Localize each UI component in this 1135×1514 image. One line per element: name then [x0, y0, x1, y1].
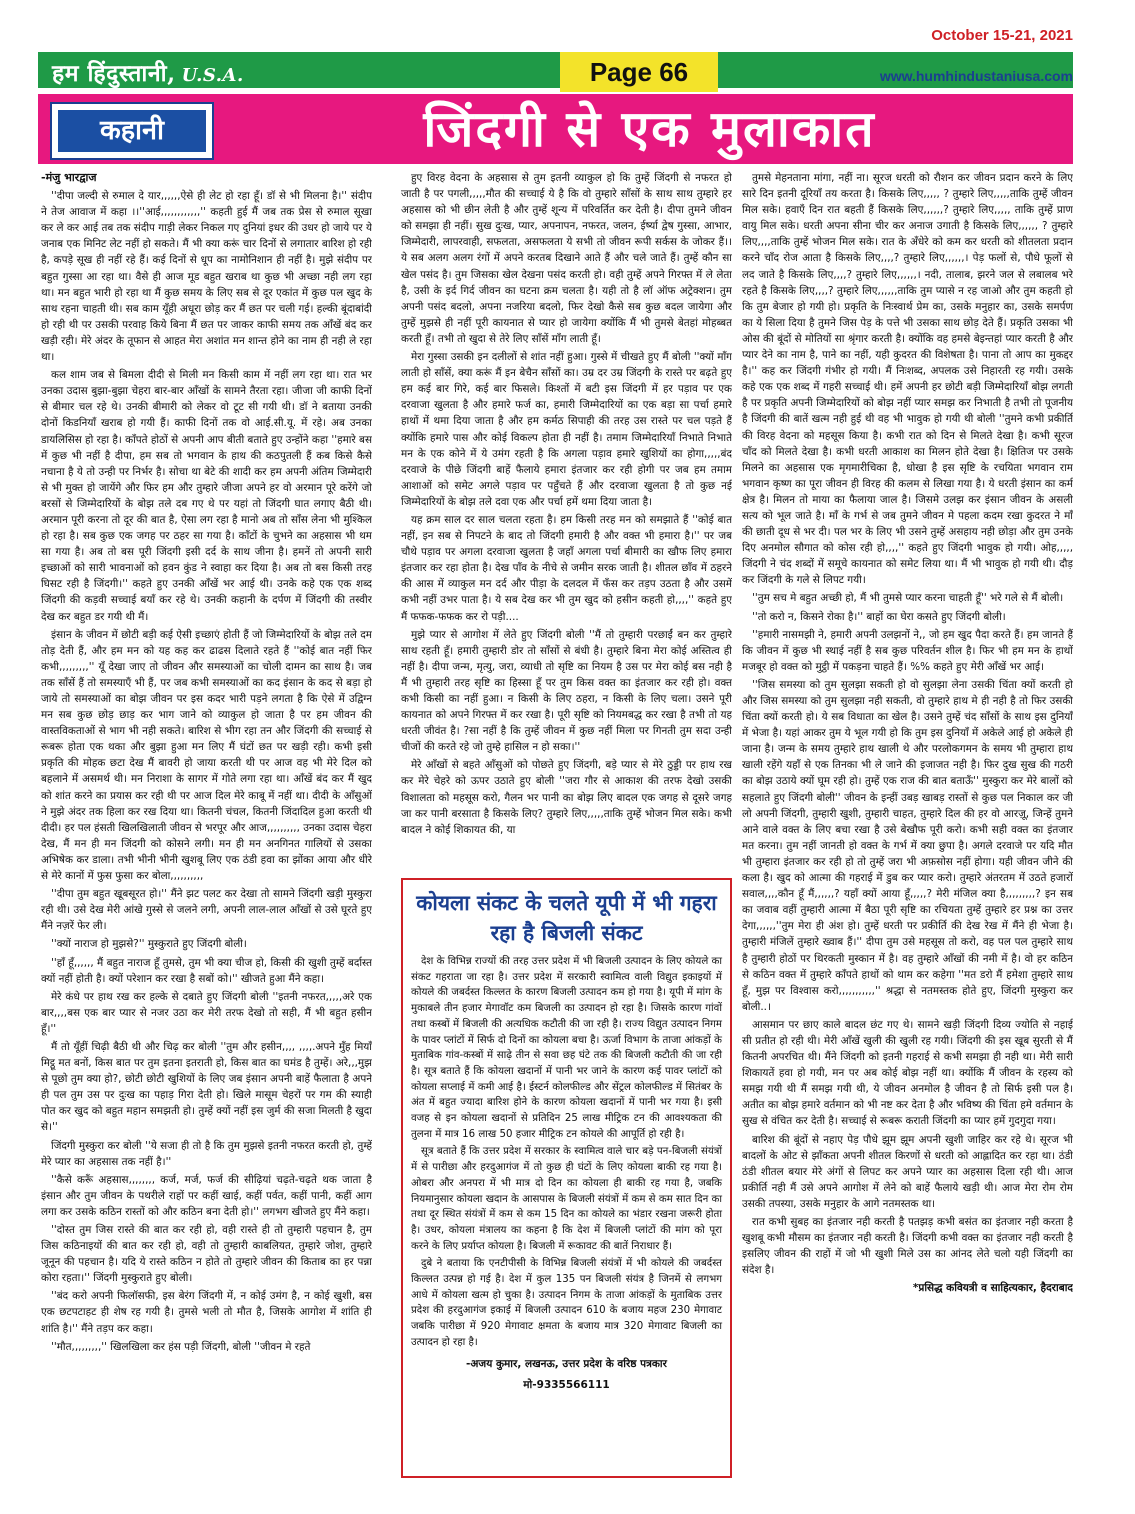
story-paragraph: ''दीपा तुम बहुत खूबसूरत हो।'' मैंने झट पलट कर देखा तो सामने जिंदगी खड़ी मुस्कुरा रही थी। उसे देख मेरी आंखे गुस्से से जलने लगी, अपनी लाल-लाल आँखों से उसे घूरते हुए मैंने नज़रें फेर ली। [41, 888, 372, 933]
story-paragraph: ''दोस्त तुम जिस रास्ते की बात कर रही हो, वही रास्ते ही तो तुम्हारी पहचान है, तुम जिस कठिनाइयों की बात कर रही हो, वही तो तुम्हारी काबलियत, तुम्हारे जोश, तुम्हारे जूनून की पहचान है। यदि ये रास्ते कठिन न होते तो तुम्हारे जीवन की किताब का हर पन्ना कोरा रहता।'' जिंदगी मुस्कुराते हुए बोली। [41, 1224, 372, 1285]
news-byline: -अजय कुमार, लखनऊ, उत्तर प्रदेश के वरिष्ठ पत्रकार [466, 1357, 667, 1370]
story-paragraph: ''मौत,,,,,,,,,'' खिलखिला कर हंस पड़ी जिंदगी, बोली ''जीवन मे रहते [51, 1340, 311, 1353]
news-headline: कोयला संकट के चलते यूपी में भी गहरा रहा है बिजली संकट [416, 891, 717, 945]
story-paragraph: ''तो करो न, किसने रोका है।'' बाहों का घेरा कसते हुए जिंदगी बोली। [752, 610, 1006, 623]
news-paragraph: दुबे ने बताया कि एनटीपीसी के विभिन्न बिजली संयंत्रों में भी कोयले की जबर्दस्त किल्लत उत्पन्न हो गई है। देश में कुल 135 पन बिजली संयंत्र है जिनमें से लगभग आधे में कोयला खत्म हो चुका है। उत्पादन निगम के ताजा आंकड़ों के मुताबिक उत्तर प्रदेश की हरदुआगंज इकाई में बिजली उत्पादन 610 के बजाय महज 230 मेगावाट जबकि पारीछा में 920 मेगावाट क्षमता के बजाय मात्र 320 मेगावाट बिजली का उत्पादन हो रहा है। [411, 1258, 722, 1348]
website-url[interactable]: www.humhindustaniusa.com [879, 68, 1073, 84]
story-paragraph: ''तुम सच मे बहुत अच्छी हो, मैं भी तुमसे प्यार करना चाहती हूँ'' भरे गले से मैं बोली। [752, 592, 1064, 605]
story-column-2 [401, 170, 732, 870]
story-paragraph: बारिश की बूंदों से नहाए पेड़ पौधे झूम झूम अपनी खुशी जाहिर कर रहे थे। सूरज भी बादलों के ओट से झाँकता अपनी शीतल किरणों से धरती को आह्लादित कर रहा था। ठंडी ठंडी शीतल बयार मेरे अंगों से लिपट कर अपने प्यार का अहसास दिला रही थी। आज प्रकीर्ति नही मैं उसे अपने आगोश में लेने को बाहें फैलाये खड़ी थी। आज मेरा रोम रोम उसकी तपस्या, उसके मनुहार के आगे नतमस्तक था। [742, 1133, 1073, 1210]
story-paragraph: मेरे आँखों से बहते आँसुओं को पोछते हुए जिंदगी, बड़े प्यार से मेरे ठुड्डी पर हाथ रख कर मेरे चेहरे को ऊपर उठाते हुए बोली ''जरा गौर से आकाश की तरफ देखो उसकी विशालता को महसूस करो, गैलन भर पानी का बोझ लिए बादल एक जगह से दूसरे जगह जा कर पानी बरसाता है किसके लिए? तुम्हारे लिए,,,,,ताकि तुम्हें भोजन मिल सके। कभी बादल ने कोई शिकायत की, या [401, 759, 732, 836]
story-paragraph: ''हाँ हूँ,,,,,, मैं बहुत नाराज हूँ तुमसे, तुम भी क्या चीज हो, किसी की खुशी तुम्हें बर्दास्त क्यों नहीं होती है। क्यों परेशान कर रखा है सबों को।'' खीजते हुआ मैंने कहा। [41, 956, 372, 985]
story-paragraph: मेरा गुस्सा उसकी इन दलीलों से शांत नहीं हुआ। गुस्से में चीखते हुए मैं बोली ''क्यों माँग लाती हो साँसें, क्या करूं मैं इन बेचैन साँसों का। उम्र दर उम्र जिंदगी के रास्ते पर बढ़ते हुए हम कई बार गिरे, कई बार फिसले। किश्तों में बटी इस जिंदगी में हर पड़ाव पर एक दरवाजा खुलता है और हमारे फर्ज का, हमारी जिम्मेदारियों का एक बड़ा सा पर्चा हमारे हाथों में थमा दिया जाता है और हम कर्मठ सिपाही की तरह उस रास्ते पर चल पड़ते हैं क्योंकि हमारे पास और कोई विकल्प होता ही नहीं है। तमाम जिम्मेदारियाँ निभाते निभाते मन के एक कोने में ये उमंग रहती है कि अगला पड़ाव हमारे खुशियों का होगा,,,,,बंद दरवाजे के पीछे जिंदगी बाहें फैलाये हमारा इंतजार कर रही होगी पर जब हम तमाम आशाओं को समेट अगले पड़ाव पर पहुँचते हैं और दरवाजा खुलता है तो कुछ नई जिम्मेदारियों के बोझ तले दवा एक और पर्चा हमें थमा दिया जाता है। [401, 351, 732, 508]
author-signoff: *प्रसिद्ध कवियत्री व साहित्यकार, हैदराबाद [912, 1282, 1073, 1295]
story-paragraph: तुमसे मेहनताना मांगा, नहीं ना। सूरज धरती को रौशन कर जीवन प्रदान करने के लिए सारे दिन इतनी दूरियाँ तय करता है। किसके लिए,,,,, ? तुम्हारे लिए,,,,,ताकि तुम्हें जीवन मिल सके। हवाएँ दिन रात बहती हैं किसके लिए,,,,,,? तुम्हारे लिए,,,,, ताकि तुम्हें प्राण वायु मिल सके। धरती अपना सीना चीर कर अनाज उगाती है किसके लिए,,,,,, ? तुम्हारे लिए,,,,ताकि तुम्हें भोजन मिल सके। रात के अँधेरे को कम कर धरती को शीतलता प्रदान करने चाँद रोज आता है किसके लिए,,,,? तुम्हारे लिए,,,,,,। पेड़ फलों से, पौधे फूलों से लद जाते है किसके लिए,,,,? तुम्हारे लिए,,,,,,। नदी, तालाब, झरने जल से लबालब भरे रहते है किसके लिए,,,,? तुम्हारे लिए,,,,,,ताकि तुम प्यासे न रह जाओ और तुम कहती हो कि तुम बेजार हो गयी हो। प्रकृति के निःस्वार्थ प्रेम का, उसके मनुहार का, उसके समर्पण का ये सिला दिया है तुमने जिस पेड़ के पत्ते भी उसका साथ छोड़ देते हैं। प्रकृति उसका भी ओस की बूंदों से मोतियों सा श्रृंगार करती है। क्योंकि वह हमसे बेइन्तहां प्यार करती है और प्यार देने का नाम है, पाने का नहीं, यही कुदरत की विशेषता है। पाना तो आप का मुकद्दर है।'' कह कर जिंदगी गंभीर हो गयी। मैं निःशब्द, अपलक उसे निहारती रह गयी। उसके कहे एक एक शब्द में गहरी सच्चाई थी। हमें अपनी हर छोटी बड़ी जिम्मेदारियाँ बोझ लगती है पर प्रकृति अपनी जिम्मेदारियों को बोझ नहीं प्यार समझ कर निभाती है तभी तो पूजनीय है जिंदगी की बातें खत्म नही हुई थी वह भी भावुक हो गयी थी बोली ''तुमने कभी प्रकीर्ति की विरह वेदना को महसूस किया है। कभी रात को दिन से मिलते देखा है। कभी सूरज चाँद को मिलते देखा है। कभी धरती आकाश का मिलन होते देखा है। क्षितिज पर उसके मिलने का अहसास एक मृगमारीचिका है, धोखा है इस सृष्टि के रचयिता भगवान राम भगवान कृष्ण का पूरा जीवन ही विरह की कलम से लिखा गया है। ये धरती इंसान का कर्म क्षेत्र है। मिलन तो माया का फैलाया जाल है। जिसमे उलझ कर इंसान जीवन के असली सत्य को भूल जाते है। माँ के गर्भ से जब तुमने जीवन मे पहला कदम रखा कुदरत ने माँ की छाती दूध से भर दी। पल भर के लिए भी उसने तुम्हें असहाय नही छोड़ा और तुम उनके दिए अनमोल सौगात को कोस रही हो,,,,'' कहते हुए जिंदगी भावुक हो गयी। ओह,,,,, जिंदगी ने चंद शब्दों में समूचे कायनात को समेट लिया था। मैं भी भावुक हो गयी थी। दौड़ कर जिंदगी के गले से लिपट गयी। [742, 172, 1073, 587]
story-paragraph: हुए विरह वेदना के अहसास से तुम इतनी व्याकुल हो कि तुम्हें जिंदगी से नफरत हो जाती है पर पगली,,,,,मौत की सच्चाई ये है कि वो तुम्हारे साँसों के साथ साथ तुम्हारे हर अहसास को भी छीन लेती है और तुम्हें शून्य में परिवर्तित कर देती है। दीपा तुमने जीवन को समझा ही नहीं। सुख दुःख, प्यार, अपनापन, नफरत, जलन, ईर्ष्या द्वेष गुस्सा, आभार, जिम्मेदारी, लापरवाही, सफलता, असफलता ये सभी तो जीवन रूपी सर्कस के जोकर हैं।। ये सब अलग अलग रंगों में अपने करतब दिखाने आते हैं और चले जाते हैं। तुम्हें कौन सा खेल पसंद है। तुम जिसका खेल देखना पसंद करती हो। वही तुम्हें अपने गिरफ्त में ले लेता है, उसी के इर्द गिर्द जीवन का घटना क्रम चलता है। यही तो है लॉ ऑफ अट्रेक्शन। तुम अपनी पसंद बदलो, अपना नजरिया बदलो, फिर देखो कैसे सब कुछ बदल जायेगा और तुम्हें मुझसे ही नहीं पूरी कायनात से प्यार हो जायेगा क्योंकि मैं भी तुमसे बेतहां मोहब्बत करती हूँ। तभी तो खुदा से तेरे लिए साँसें माँग लाती हूँ। [401, 172, 732, 345]
news-paragraph: सूत्र बताते हैं कि उत्तर प्रदेश में सरकार के स्वामित्व वाले चार बड़े पन-बिजली संयंत्रों में से पारीछा और हरदुआगंज में तो कुछ ही घंटों के लिए कोयला बाकी रह गया है। ओबरा और अनपरा में भी मात्र दो दिन का कोयला ही बाकी रह गया है, जबकि नियमानुसार कोयला खदान के आसपास के बिजली संयंत्रों में कम से कम सात दिन का तथा दूर स्थित संयंत्रों में कम से कम 15 दिन का कोयले का भंडार रखना जरूरी होता है। उधर, कोयला मंत्रालय का कहना है कि देश में बिजली प्लांटों की मांग को पूरा करने के लिए प्रर्याप्त कोयला है। बिजली में रूकावट की बातें निराधार हैं। [411, 1146, 722, 1252]
story-author: -मंजु भारद्वाज [41, 171, 97, 184]
section-label: कहानी [58, 110, 206, 152]
story-paragraph: इंसान के जीवन में छोटी बड़ी कई ऐसी इच्छाएं होती हैं जो जिम्मेदारियों के बोझ तले दम तोड़ देती हैं, और हम मन को यह कह कर ढाढस दिलाते रहते हैं ''कोई बात नहीं फिर कभी,,,,,,,,,'' यूँ देखा जाए तो जीवन और समस्याओं का चोली दामन का साथ है। जब तक साँसें हैं तो समस्याएँ भी हैं, पर जब कभी समस्याओं का कद इंसान के कद से बड़ा हो जाये तो समस्याओं का बोझ जीवन पर इस कदर भारी पड़ने लगता है कि ऐसे में उद्विग्न मन सब कुछ छोड़ छाड़ कर भाग जाने को व्याकुल हो जाता है पर हम जीवन की वास्तविकताओं से भाग भी नही सकते। बारिश से भीग रहा तन और जिंदगी की सच्चाई से रूबरू होता एक थका और बुझा हुआ मन लिए मैं घंटों छत पर खड़ी रही। कभी इसी प्रकृति की मोहक छटा देख मैं बावरी हो जाया करती थी पर आज वह भी मेरे दिल को बहलाने में असमर्थ थी। मन निराशा के सागर में गोते लगा रहा था। आँखें बंद कर मैं खुद को शांत करने का प्रयास कर रही थी पर आज दिल मेरे काबू में नहीं था। दीदी के आँसुओं ने मुझे अंदर तक हिला कर रख दिया था। कितनी चंचल, कितनी जिंदादिल हुआ करती थी दीदी। हर पल हंसती खिलखिलाती जीवन से भरपूर और आज,,,,,,,,,, उनका उदास चेहरा देख, मैं मन ही मन जिंदगी को कोसने लगी। मन ही मन अनगिनत गालियों से उसका अभिषेक कर डाला। तभी भीनी भीनी खुशबू लिए एक ठंडी हवा का झोंका आया और धीरे से मेरे कानों में फुस फुसा कर बोला,,,,,,,,,, [41, 628, 372, 883]
news-phone: मो-9335566111 [523, 1379, 610, 1392]
story-paragraph: ''बंद करो अपनी फिलॉसफी, इस बेरंग जिंदगी में, न कोई उमंग है, न कोई खुशी, बस एक छटपटाहट ही शेष रह गयी है। तुमसे भली तो मौत है, जिसके आगोश में शांति ही शांति है।'' मैंने तड़प कर कहा। [41, 1290, 372, 1335]
story-paragraph: जिंदगी मुस्कुरा कर बोली ''ये सजा ही तो है कि तुम मुझसे इतनी नफरत करती हो, तुम्हें मेरे प्यार का अहसास तक नहीं है।'' [41, 1139, 372, 1168]
story-paragraph: ''हमारी नासमझी ने, हमारी अपनी उलझनों ने,, जो हम खुद पैदा करते हैं। हम जानते हैं कि जीवन में कुछ भी स्थाई नहीं है सब कुछ परिवर्तन शील है। फिर भी हम मन के हाथों मजबूर हो वक्त को मुट्ठी में पकड़ना चाहते हैं। %% कहते हुए मेरी आँखें भर आई। [742, 628, 1073, 673]
story-paragraph: मेरे कंधे पर हाथ रख कर हल्के से दबाते हुए जिंदगी बोली ''इतनी नफरत,,,,,अरे एक बार,,,,बस एक बार प्यार से नजर उठा कर मेरी तरफ देखो तो सही, मैं भी बहुत हसीन हूँ।'' [41, 990, 372, 1035]
story-paragraph: ''कैसे करूँ अहसास,,,,,,,, कर्ज, मर्ज, फर्ज की सीढ़ियां चढ़ते-चढ़ते थक जाता है इंसान और तुम जीवन के पथरीले राहों पर कहीं खाई, कहीं पर्वत, कहीं पानी, कहीं आग लगा कर उसके कठिन रास्तों को और कठिन बना देती हो।'' लगभग खीजते हुए मैंने कहा। [41, 1173, 372, 1218]
story-column-3 [742, 170, 1073, 1492]
news-body [403, 954, 730, 1394]
page-number: Page 66 [560, 52, 718, 92]
story-paragraph: मुझे प्यार से आगोश में लेते हुए जिंदगी बोली ''मैं तो तुम्हारी परछाईं बन कर तुम्हारे साथ रहती हूँ। हमारी तुम्हारी डोर तो साँसों से बंधी है। तुम्हारे बिना मेरा कोई अस्तित्व ही नहीं है। दीपा जन्म, मृत्यु, जरा, व्याधी तो सृष्टि का नियम है उस पर मेरा कोई बस नही है मैं भी तुम्हारी तरह सृष्टि का हिस्सा हूँ पर तुम किस वक्त का इंतजार कर रही हो। वक्त कभी किसी का नहीं हुआ। न किसी के लिए ठहरा, न किसी के लिए चला। उसने पूरी कायनात को अपने गिरफ्त में कर रखा है। पूरी सृष्टि को नियमबद्ध कर रखा है तभी तो यह धरती जीवंत है। ?सा नहीं है कि तुम्हें जीवन में कुछ नहीं मिला पर गिनती तुम सदा उन्ही चीजों की करते रहे जो तुम्हे हासिल न हो सका।'' [401, 628, 732, 754]
story-title: जिंदगी से एक मुलाकात [423, 100, 876, 158]
masthead-title: हम हिंदुस्तानी, [52, 60, 176, 87]
story-column-1 [41, 170, 372, 1492]
news-box [401, 878, 732, 1478]
news-paragraph: देश के विभिन्न राज्यों की तरह उत्तर प्रदेश में भी बिजली उत्पादन के लिए कोयले का संकट गहराता जा रहा है। उत्तर प्रदेश में सरकारी स्वामित्व वाली विद्युत इकाइयों में कोयले की जबर्दस्त किल्लत के कारण बिजली उत्पादन कम हो गया है। यूपी में मांग के मुकाबले तीन हजार मेगावॉट कम बिजली का उत्पादन हो रहा है। जिसके कारण गांवों तथा कस्बों में बिजली की अत्यधिक कटौती की जा रही है। राज्य विद्युत उत्पादन निगम के पावर प्लांटों में सिर्फ दो दिनों का कोयला बचा है। ऊर्जा विभाग के ताजा आंकड़ों के मुताबिक गांव-कस्बों में साढ़े तीन से सवा छह घंटे तक की बिजली कटौती की जा रही है। सूत्र बताते हैं कि कोयला खदानों में पानी भर जाने के कारण कई पावर प्लांटों को कोयला सप्लाई में कमी आई है। ईस्टर्न कोलफील्ड और सेंट्रल कोलफील्ड में सितंबर के अंत में बहुत ज्यादा बारिश होने के कारण कोयला खदानों में पानी भर गया है। इसी वजह से इन कोयला खदानों से प्रतिदिन 25 लाख मीट्रिक टन की आवश्यकता की तुलना में मात्र 16 लाख 50 हजार मीट्रिक टन कोयले की आपूर्ति हो रही है। [411, 956, 722, 1140]
masthead-suffix: U.S.A. [181, 65, 244, 86]
story-paragraph: ''दीपा जल्दी से रुमाल दे यार,,,,,,ऐसे ही लेट हो रहा हूँ। डॉ से भी मिलना है।'' संदीप ने तेज आवाज में कहा ।।''आई,,,,,,,,,,,,'' कहती हुई मैं जब तक प्रेस से रुमाल सूखा कर ले कर आई तब तक संदीप गाड़ी लेकर निकल गए दुनियां इधर की उधर हो जाये पर ये जनाब एक मिनिट लेट नहीं हो सकते। मैं भी क्या करूं चार दिनों से लगातार बारिश हो रही है, कपड़े सूख ही नहीं रहे हैं। कई दिनों से धूप का नामोनिशान ही नहीं है। मुझे संदीप पर बहुत गुस्सा आ रहा था। वैसे ही आज मूड बहुत खराब था कुछ भी अच्छा नही लग रहा था। मन बहुत भारी हो रहा था मैं कुछ समय के लिए सब से दूर एकांत में कुछ पल खुद के साथ रहना चाहती थी। सब काम यूँही अधूरा छोड़ कर मैं छत पर चली गई। हल्की बूंदाबांदी हो रही थी पर उसकी परवाह किये बिना मैं छत पर जाकर काफी समय तक आँखें बंद कर खड़ी रही। मेरे अंदर के तूफान से आहत मेरा अशांत मन शान्त होने का नाम ही नही ले रहा था। [41, 190, 372, 364]
story-paragraph: आसमान पर छाए काले बादल छंट गए थे। सामने खड़ी जिंदगी दिव्य ज्योति से नहाई सी प्रतीत हो रही थी। मेरी आँखें खुली की खुली रह गयी। जिंदगी की इस खूब सुरती से मैं कितनी अपरचित थी। मैंने जिंदगी को इतनी गहराई से कभी समझा ही नही था। मेरी सारी शिकायतें हवा हो गयी, मन पर अब कोई बोझ नहीं था। क्योंकि मैं जीवन के रहस्य को समझ गयी थी मैं समझ गयी थी, ये जीवन अनमोल है जीवन है तो सिर्फ इसी पल है। अतीत का बोझ हमारे वर्तमान को भी नष्ट कर देता है और भविष्य की चिंता हमे वर्तमान के सुख से वंचित कर देती है। सच्चाई से रूबरू कराती जिंदगी का प्यार हमें गुदगुदा गया। [742, 1018, 1073, 1128]
story-paragraph: ''जिस समस्या को तुम सुलझा सकती हो वो सुलझा लेना उसकी चिंता क्यों करती हो और जिस समस्या को तुम सुलझा नही सकती, वो तुम्हारे हाथ मे ही नही है तो फिर उसकी चिंता क्यों करती हो। ये सब विधाता का खेल है। उसने तुम्हें चंद साँसों के साथ इस दुनियाँ में भेजा है। यहां आकर तुम ये भूल गयी हो कि तुम इस दुनियाँ में अकेले आई हो अकेले ही जाना है। जन्म के समय तुम्हारे हाथ खाली थे और परलोकगमन के समय भी तुम्हारा हाथ खाली रहेंगे यहाँ से एक तिनका भी ले जाने की इजाजत नही है। फिर दुख सुख की गठरी का बोझ उठाये क्यों घूम रही हो। तुम्हें एक राज की बात बताऊँ'' मुस्कुरा कर मेरे बालों को सहलाते हुए जिंदगी बोली'' जीवन के इन्हीं उबड़ खाबड़ रास्तों से कुछ पल निकाल कर जी लो अपनी जिंदगी, तुम्हारी खुशी, तुम्हारी चाहत, तुम्हारे दिल की हर वो आरज़ू, जिन्हें तुमने आने वाले वक्त के लिए बचा रखा है उसे बेखौफ पूरी करो। कभी सही वक्त का इंतजार मत करना। तुम नहीं जानती हो वक्त के गर्भ में क्या छुपा है। अगले दरवाजे पर यदि मौत भी तुम्हारा इंतजार कर रही हो तो तुम्हें जरा भी अफ़सोस नहीं होगा। यही जीवन जीने की कला है। खुद को आत्मा की गहराई में डुब कर प्यार करो। तुम्हारे अंतरतम में उठते हजारों सवाल,,,,कौन हूँ मैं,,,,,,? यहाँ क्यों आया हूँ,,,,,? मेरी मंजिल क्या है,,,,,,,,,? इन सब का जवाब वहीं तुम्हारी आत्मा में बैठा पूरी सृष्टि का रचियता तुम्हें तुम्हारे हर प्रश्न का उत्तर देगा,,,,,,''तुम मेरा ही अंश हो। तुम्हें धरती पर प्रकीर्ति की देख रेख में मैंने ही भेजा है। तुम्हारी मंजिलें तुम्हारे ख्वाब हैं।'' दीपा तुम उसे महसूस तो करो, वह पल पल तुम्हारे साथ है तुम्हारी होठों पर थिरकती मुस्कान में है। वह तुम्हारे आँखों की नमी में है। वो हर कठिन से कठिन वक्त में तुम्हारे काँपते हाथों को थाम कर कहेगा ''मत डरो मैं हमेशा तुम्हारे साथ हूँ, मुझ पर विश्वास करो,,,,,,,,,,,'' श्रद्धा से नतमस्तक होते हुए, जिंदगी मुस्कुरा कर बोली..। [742, 678, 1073, 1013]
story-paragraph: कल शाम जब से बिमला दीदी से मिली मन किसी काम में नहीं लग रहा था। रात भर उनका उदास बुझा-बुझा चेहरा बार-बार आँखों के सामने तैरता रहा। जीजा जी काफी दिनों से बीमार चल रहे थे। उनकी बीमारी को लेकर वो टूट सी गयी थी। डॉ ने बताया उनकी दोनों किडनियाँ खराब हो गयी हैं। काफी दिनों तक वो आई.सी.यू. में रहे। अब उनका डायलिसिस हो रहा है। काँपते होठों से अपनी आप बीती बताते हुए उन्होंने कहा ''हमारे बस में कुछ भी नहीं है दीपा, हम सब तो भगवान के हाथ की कठपुतली हैं कब किसे कैसे नचाना है ये तो उन्ही पर निर्भर है। सोचा था बेटे की शादी कर हम अपनी अंतिम जिम्मेदारी से भी मुक्त हो जायेंगे और फिर हम और तुम्हारे जीजा अपने हर वो अरमान पूरे करेंगे जो बरसों से जिम्मेदारियों के बोझ तले दब गए थे पर यहां तो जिंदगी घात लगाए बैठी थी। अरमान पूरी करना तो दूर की बात है, ऐसा लग रहा है मानो अब तो साँस लेना भी मुश्किल हो रहा है। सब कुछ एक जगह पर ठहर सा गया है। काँटों के चुभने का अहसास भी थम सा गया है। अब तो बस पूरी जिंदगी इसी दर्द के साथ जीना है। हमनें तो अपनी सारी इच्छाओं को सारी भावनाओं को हवन कुंड ने स्वाहा कर दिया है। अब तो बस किसी तरह घिसट रही है जिंदगी।'' कहते हुए उनकी आँखें भर आई थी। उनके कहे एक एक शब्द जिंदगी की कड़वी सच्चाई बयाँ कर रहे थे। उनकी कहानी के दर्पण में जिंदगी की तस्वीर देख कर बहुत डर गयी थी मैं। [41, 369, 372, 623]
story-paragraph: ''क्यों नाराज हो मुझसे?'' मुस्कुराते हुए जिंदगी बोली। [51, 938, 247, 951]
masthead [52, 56, 244, 88]
section-label-box [50, 102, 214, 160]
issue-date: October 15-21, 2021 [931, 27, 1073, 44]
story-paragraph: रात कभी सुबह का इंतजार नही करती है पतझड़ कभी बसंत का इंतजार नही करता है खुशबू कभी मौसम का इंतजार नही करती है। जिंदगी कभी वक्त का इंतजार नही करती है इसलिए जीवन की राहों में जो भी खुशी मिले उस का आंनद लेते चलो यही जिंदगी का संदेश है। [742, 1216, 1073, 1277]
story-paragraph: मैं तो यूँहीं चिढ़ी बैठी थी और चिढ़ कर बोली ''तुम और हसीन,,,, ,,,,.अपने मुँह मियाँ मिट्ठू मत बनों, किस बात पर तुम इतना इतराती हो, किस बात का घमंड है तुम्हें। अरे,,,मुझ से पूछो तुम क्या हो?, छोटी छोटी खुशियों के लिए जब इंसान अपनी बाहें फैलाता है अपने ही पल तुम उस पर दुःख का पहाड़ गिरा देती हो। खिले मासूम चेहरों पर गम की स्याही पोत कर खुद को बहुत महान समझती हो। तुम्हें क्यों नहीं इस जुर्म की सजा मिलती है खुदा से।'' [41, 1040, 372, 1134]
story-paragraph: यह क्रम साल दर साल चलता रहता है। हम किसी तरह मन को समझाते हैं ''कोई बात नहीं, इन सब से निपटने के बाद तो जिंदगी हमारी है और वक्त भी हमारा है।'' पर जब चौथे पड़ाव पर अगला दरवाजा खुलता है जहाँ अगला पर्चा बीमारी का खौफ लिए हमारा इंतजार कर रहा होता है। देख पाँव के नीचे से जमीन सरक जाती है। शीतल छाँव में ठहरने की आस में व्याकुल मन दर्द और पीड़ा के दलदल में फँस कर तड़प उठता है और उसमें कभी नहीं उभर पाता है। ये सब देख कर भी तुम खुद को हसीन कहती हो,,,,'' कहते हुए मैं फफक-फफक कर रो पड़ी.... [401, 513, 732, 623]
